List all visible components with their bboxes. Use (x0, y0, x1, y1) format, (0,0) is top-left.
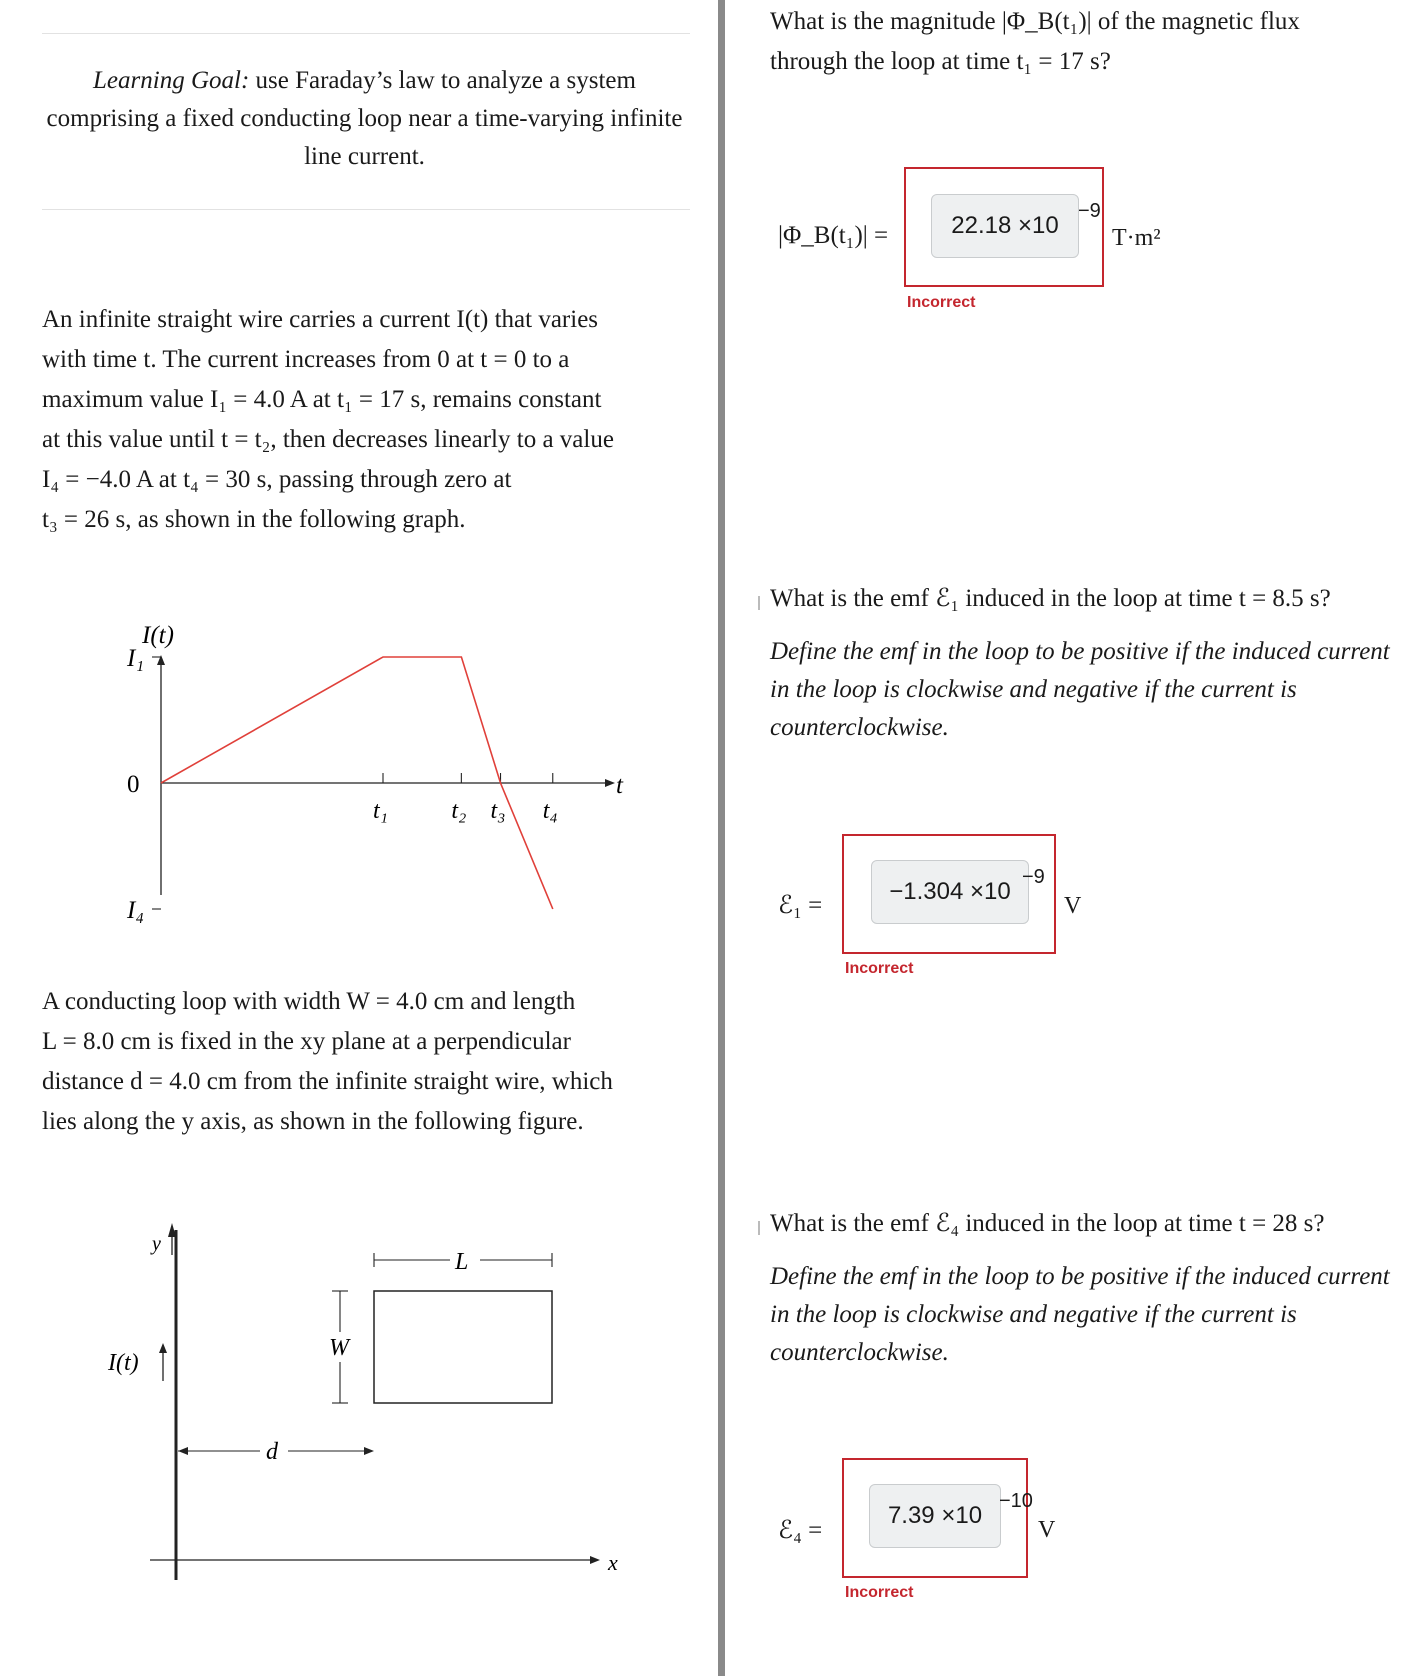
intro-line: An infinite straight wire carries a current I(t) that varies (42, 306, 599, 333)
emf1-answer-input[interactable] (871, 860, 1029, 924)
emf4-variable-label: ℰ₄ = (778, 1517, 823, 1544)
emf4-exponent: −10 (999, 1490, 1033, 1512)
question-3-marker (758, 1221, 760, 1235)
emf1-unit: V (1064, 893, 1082, 919)
loop-paragraph (42, 982, 613, 1142)
learning-goal-label: Learning Goal: (93, 67, 250, 94)
emf1-mantissa: −1.304 (889, 878, 964, 905)
d-arrow-right (364, 1447, 374, 1455)
goal-divider (42, 209, 690, 210)
emf4-answer-input[interactable] (869, 1484, 1001, 1548)
question-3-text: What is the emf ℰ₄ induced in the loop at time t = 28 s? (770, 1210, 1325, 1237)
learning-goal-text: use Faraday’s law to analyze a system comprising a fixed conducting loop near a time-varying infinite line current. (46, 67, 683, 170)
loop-line: distance d = 4.0 cm from the infinite straight wire, which (42, 1068, 613, 1095)
question-3-sign-note: Define the emf in the loop to be positive if the induced current in the loop is clockwise and negative if the current is counterclockwise. (770, 1263, 1390, 1366)
w-label: W (329, 1335, 349, 1361)
intro-line: t₃ = 26 s, as shown in the following graph. (42, 506, 466, 533)
question-line: through the loop at time t₁ = 17 s? (770, 48, 1111, 75)
flux-status: Incorrect (907, 294, 976, 311)
d-label: d (266, 1439, 278, 1465)
x-axis-arrow (590, 1556, 600, 1564)
column-divider (718, 0, 725, 1676)
chart-y-tick-label: 0 (127, 771, 140, 798)
learning-goal (42, 62, 687, 176)
flux-unit: T·m² (1112, 225, 1161, 251)
question-2-sign-note: Define the emf in the loop to be positive if the induced current in the loop is clockwise and negative if the current is counterclockwise. (770, 638, 1390, 741)
emf4-status: Incorrect (845, 1584, 914, 1601)
loop-line: L = 8.0 cm is fixed in the xy plane at a perpendicular (42, 1028, 571, 1055)
chart-ylabel: I(t) (142, 622, 174, 649)
emf1-status: Incorrect (845, 960, 914, 977)
loop-line: A conducting loop with width W = 4.0 cm and length (42, 988, 576, 1015)
intro-line: maximum value I₁ = 4.0 A at t₁ = 17 s, remains constant (42, 386, 602, 413)
intro-line: with time t. The current increases from 0 at t = 0 to a (42, 346, 570, 373)
question-line: What is the magnitude |Φ_B(t₁)| of the magnetic flux (770, 8, 1300, 35)
current-arrow (159, 1343, 167, 1353)
flux-exponent: −9 (1078, 200, 1101, 222)
chart-y-tick-label: I₄ (127, 897, 145, 924)
y-axis-label: y (152, 1233, 161, 1255)
conducting-loop (374, 1291, 552, 1403)
flux-times-ten: ×10 (1018, 212, 1059, 239)
intro-paragraph (42, 300, 614, 540)
flux-mantissa: 22.18 (951, 212, 1012, 239)
question-2-text: What is the emf ℰ₁ induced in the loop at time t = 8.5 s? (770, 585, 1331, 612)
chart-x-axis-arrow (605, 779, 615, 787)
loop-line: lies along the y axis, as shown in the following figure. (42, 1108, 584, 1135)
d-arrow-left (178, 1447, 188, 1455)
current-label: I(t) (108, 1350, 139, 1376)
x-axis-label: x (608, 1550, 618, 1575)
flux-variable-label: |Φ_B(t₁)| = (778, 222, 889, 249)
question-1-text (770, 2, 1300, 82)
chart-x-tick-label: t₁ (373, 798, 389, 824)
chart-x-tick-label: t₄ (542, 798, 558, 824)
current-time-graph (100, 615, 660, 925)
question-2-marker (758, 596, 760, 610)
chart-x-tick-label: t₃ (490, 798, 506, 824)
l-label: L (455, 1249, 469, 1275)
loop-figure (100, 1215, 660, 1595)
emf4-mantissa: 7.39 (887, 1502, 935, 1529)
emf1-exponent: −9 (1022, 866, 1045, 888)
chart-xlabel: t (616, 772, 623, 799)
emf1-variable-label: ℰ₁ = (778, 892, 823, 919)
emf1-times-ten: ×10 (970, 878, 1011, 905)
flux-answer-input[interactable] (931, 194, 1079, 258)
chart-x-tick-label: t₂ (451, 798, 467, 824)
emf4-times-ten: ×10 (941, 1502, 983, 1529)
intro-line: at this value until t = t₂, then decreases linearly to a value (42, 426, 614, 453)
chart-y-tick-label: I₁ (127, 645, 145, 672)
top-divider (42, 33, 690, 34)
intro-line: I₄ = −4.0 A at t₄ = 30 s, passing through zero at (42, 466, 512, 493)
emf4-unit: V (1038, 1517, 1056, 1543)
